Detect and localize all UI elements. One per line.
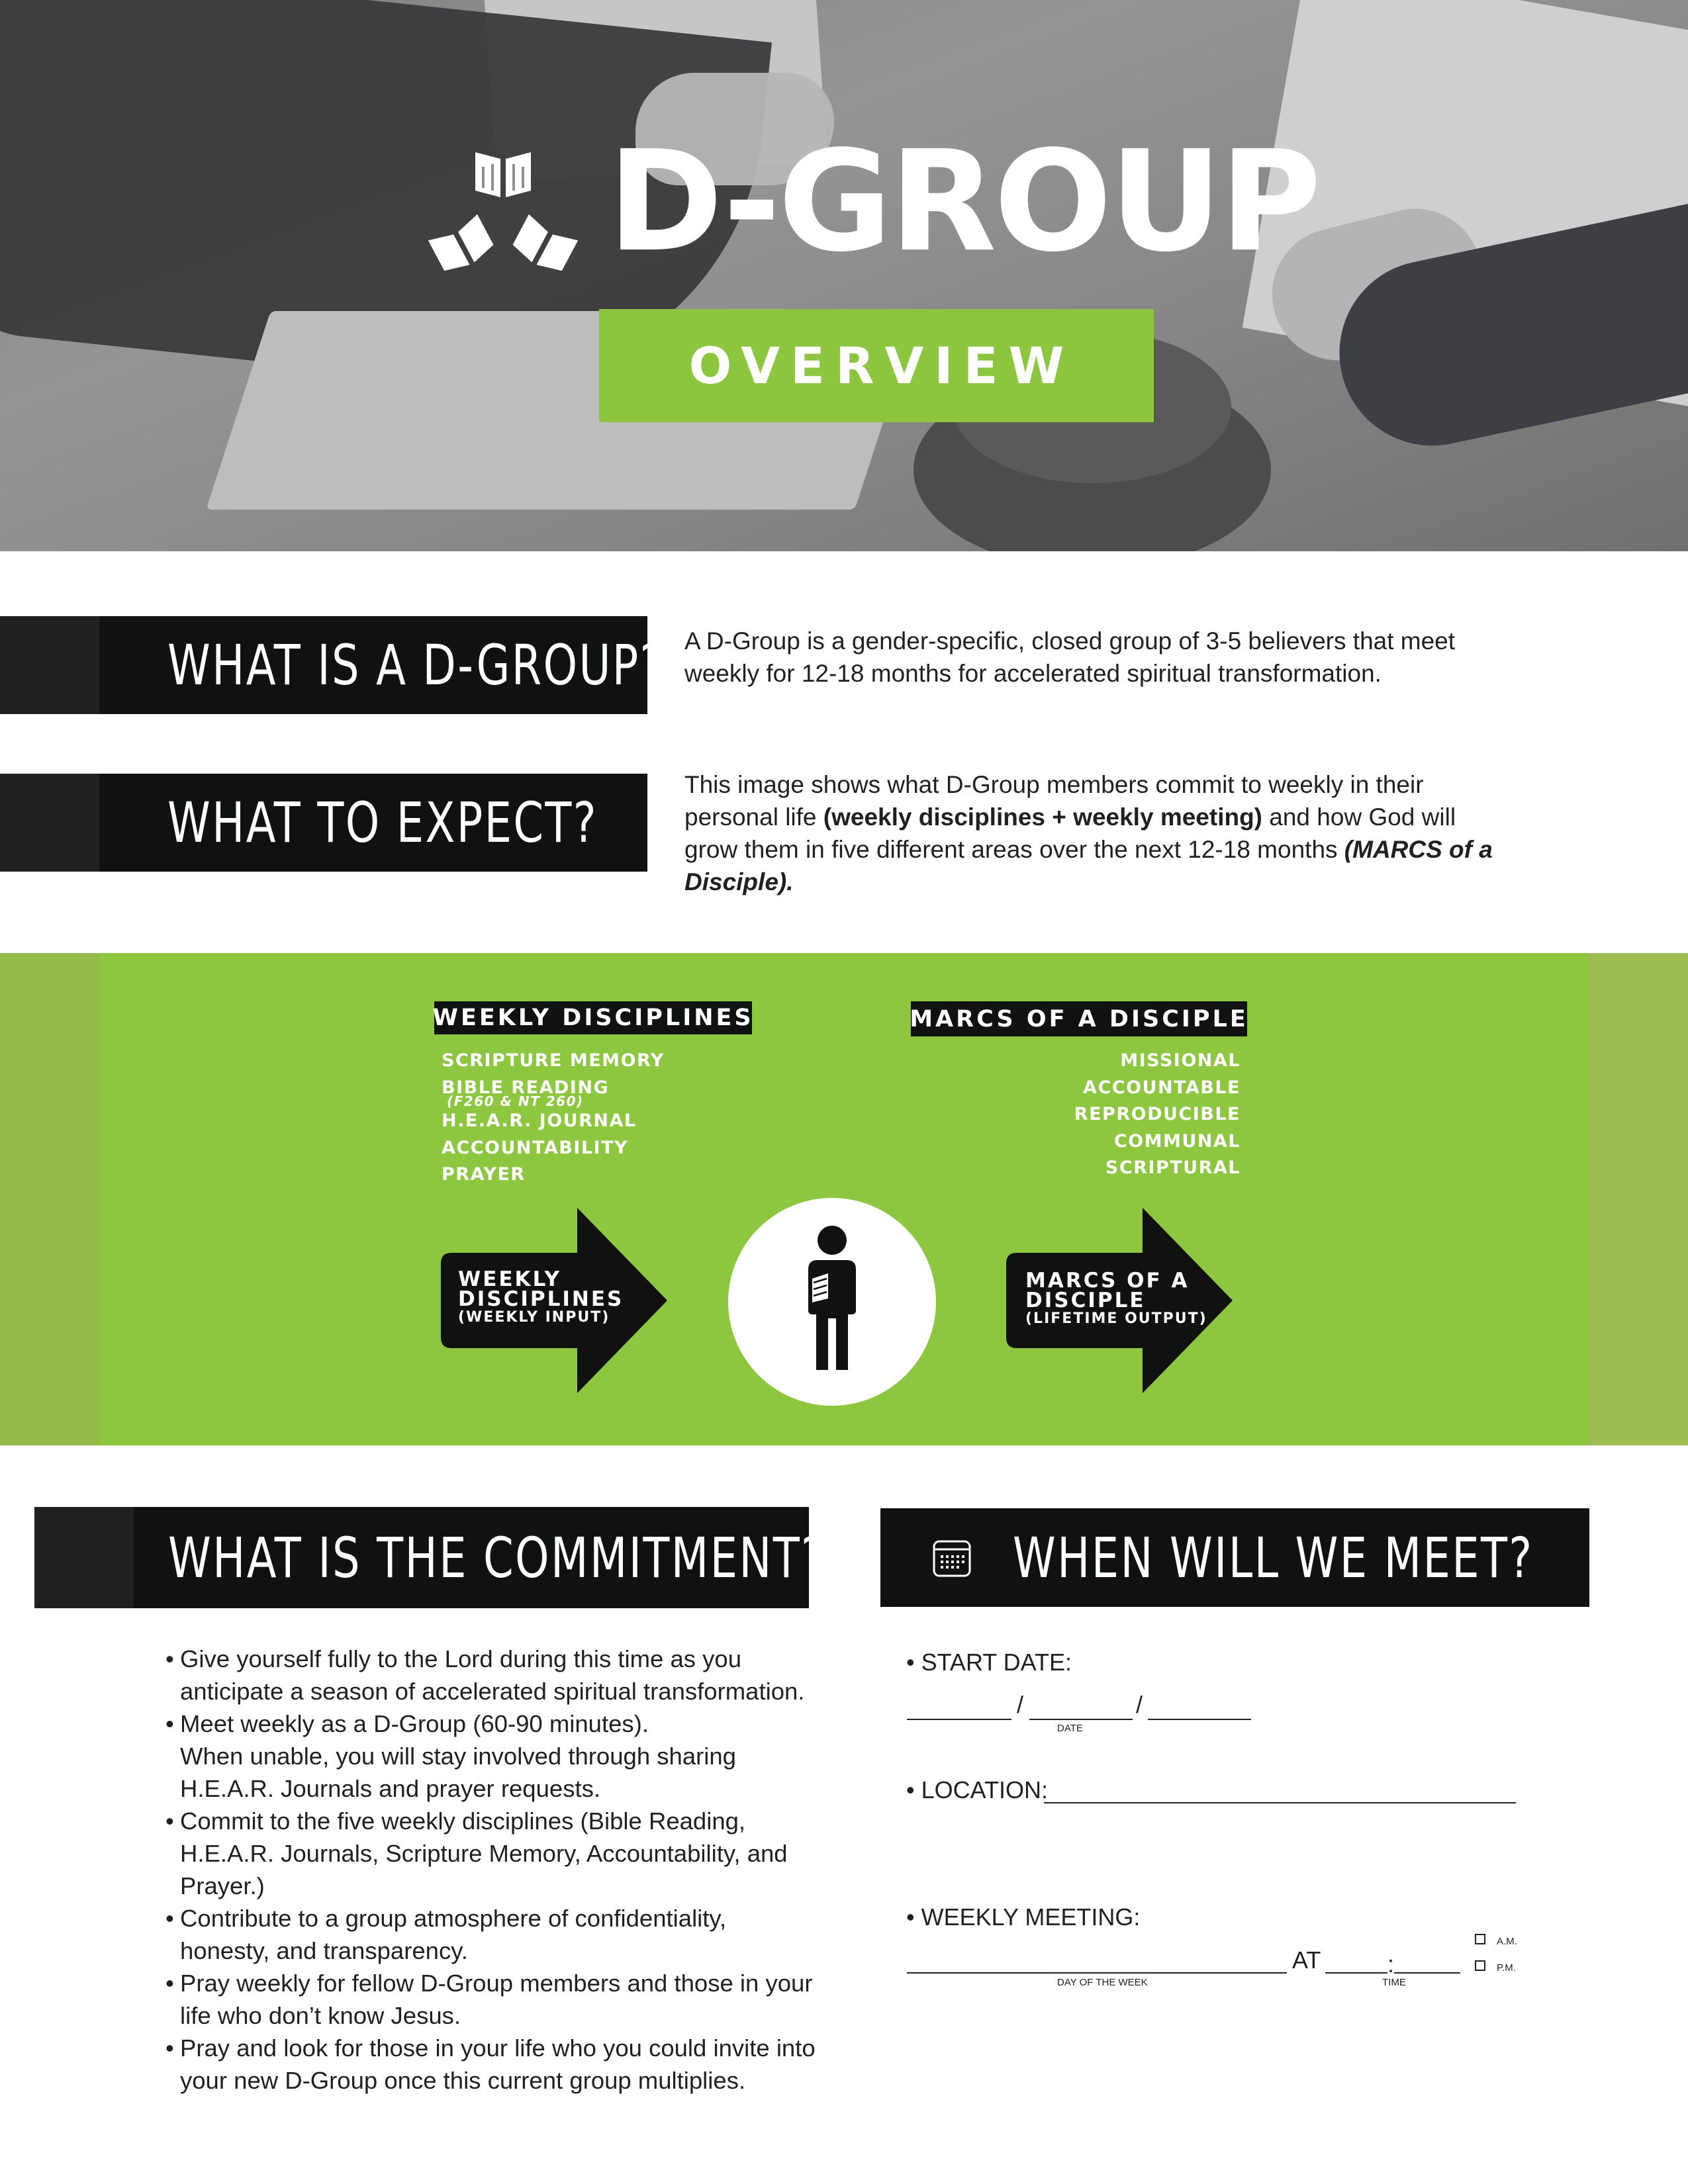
day-caption: DAY OF THE WEEK bbox=[1057, 1977, 1148, 1988]
arrow-label-line: DISCIPLINES bbox=[458, 1287, 624, 1311]
commitment-heading: WHAT IS THE COMMITMENT? bbox=[168, 1525, 826, 1590]
commitment-item bbox=[165, 2032, 827, 2097]
marcs-item: COMMUNAL bbox=[1113, 1130, 1241, 1152]
bullet-icon: • bbox=[165, 1905, 174, 1932]
what-is-description: A D-Group is a gender-specific, closed group of 3-5 believers that meet weekly for 12-18 months for accelerated spiritual transformation. bbox=[684, 627, 1456, 687]
arrow-label-caption: (LIFETIME OUTPUT) bbox=[1025, 1310, 1207, 1327]
commitment-item bbox=[165, 1805, 827, 1902]
commitment-item bbox=[165, 1643, 827, 1707]
arrow-label-line: WEEKLY bbox=[458, 1267, 561, 1291]
weekly-disciplines-list bbox=[442, 1048, 665, 1189]
what-is-heading-banner bbox=[0, 616, 665, 714]
arrow-label-caption: (WEEKLY INPUT) bbox=[458, 1309, 610, 1326]
marcs-item: MISSIONAL bbox=[1120, 1050, 1241, 1071]
what-to-expect-heading: WHAT TO EXPECT? bbox=[167, 790, 598, 855]
date-caption: DATE bbox=[1057, 1723, 1083, 1734]
bullet-icon: • bbox=[165, 2034, 174, 2062]
discipline-subnote: (F260 & NT 260) bbox=[447, 1093, 584, 1109]
expect-text-bold: (weekly disciplines + weekly meeting) bbox=[823, 803, 1262, 831]
commitment-text: Commit to the five weekly disciplines (Bible Reading, H.E.A.R. Journals, Scripture Memory, Accountability, and Prayer.) bbox=[180, 1807, 788, 1899]
commitment-text: Pray and look for those in your life who you could invite into your new D-Group once this current group multiplies. bbox=[180, 2034, 816, 2094]
bullet-icon: • bbox=[165, 1645, 174, 1672]
band-edge bbox=[0, 953, 99, 1445]
marcs-item: ACCOUNTABLE bbox=[1083, 1077, 1241, 1098]
marcs-of-a-disciple-tag: MARCS OF A DISCIPLE bbox=[911, 1001, 1247, 1036]
weekly-disciplines-tag: WEEKLY DISCIPLINES bbox=[434, 1001, 752, 1034]
commitment-text: Contribute to a group atmosphere of confidentiality, honesty, and transparency. bbox=[180, 1905, 727, 1964]
what-to-expect-description bbox=[684, 768, 1499, 898]
marcs-list bbox=[993, 1048, 1241, 1182]
date-separator: / bbox=[1017, 1691, 1024, 1718]
weekly-input-arrow-label bbox=[458, 1269, 624, 1326]
discipline-item: BIBLE READING bbox=[442, 1077, 610, 1098]
what-is-heading: WHAT IS A D-GROUP? bbox=[167, 633, 665, 698]
meeting-heading: WHEN WILL WE MEET? bbox=[1013, 1525, 1534, 1590]
time-colon: : bbox=[1387, 1950, 1395, 1978]
overview-label: OVERVIEW bbox=[688, 336, 1075, 395]
location-field[interactable] bbox=[1044, 1802, 1516, 1803]
person-holding-book-icon bbox=[799, 1226, 865, 1370]
lifetime-output-arrow-label bbox=[1025, 1271, 1207, 1328]
commitment-heading-banner bbox=[34, 1507, 826, 1608]
marcs-item: REPRODUCIBLE bbox=[1074, 1104, 1241, 1124]
marcs-item: SCRIPTURAL bbox=[1105, 1158, 1241, 1178]
bullet-icon: • bbox=[165, 1710, 174, 1737]
pm-checkbox[interactable] bbox=[1475, 1960, 1485, 1971]
commitment-text: Pray weekly for fellow D-Group members and those in your life who don’t know Jesus. bbox=[180, 1970, 813, 2029]
what-to-expect-heading-banner bbox=[0, 774, 647, 872]
page-title: D-GROUP bbox=[608, 120, 1319, 283]
commitment-item bbox=[165, 1707, 827, 1805]
am-checkbox[interactable] bbox=[1475, 1934, 1485, 1944]
start-date-day-field[interactable] bbox=[1029, 1719, 1133, 1720]
location-label: • LOCATION: bbox=[906, 1776, 1048, 1803]
commitment-list bbox=[165, 1643, 827, 2097]
arrow-label-line: DISCIPLE bbox=[1025, 1289, 1146, 1312]
start-date-label: • START DATE: bbox=[906, 1649, 1072, 1676]
commitment-text: Meet weekly as a D-Group (60-90 minutes). When unable, you will stay involved through sharing H.E.A.R. Journals and prayer requests. bbox=[180, 1710, 736, 1802]
discipline-item: ACCOUNTABILITY bbox=[442, 1137, 629, 1158]
commitment-text: Give yourself fully to the Lord during this time as you anticipate a season of accelerated spiritual transformation. bbox=[180, 1645, 805, 1705]
start-date-year-field[interactable] bbox=[1148, 1719, 1251, 1720]
date-separator: / bbox=[1136, 1691, 1143, 1718]
am-label: A.M. bbox=[1497, 1936, 1517, 1947]
bullet-icon: • bbox=[165, 1970, 174, 1997]
overview-badge bbox=[599, 309, 1154, 422]
pm-label: P.M. bbox=[1497, 1962, 1516, 1974]
arrow-label-line: MARCS OF A bbox=[1025, 1269, 1190, 1293]
time-caption: TIME bbox=[1382, 1977, 1406, 1988]
hero-photo bbox=[0, 0, 1688, 551]
discipline-item: PRAYER bbox=[442, 1164, 526, 1185]
expect-text: and how God will grow them in five different areas over the next 12-18 months bbox=[684, 803, 1456, 863]
time-minute-field[interactable] bbox=[1394, 1972, 1460, 1974]
at-label: AT bbox=[1292, 1946, 1321, 1974]
weekly-meeting-label: • WEEKLY MEETING: bbox=[906, 1903, 1141, 1931]
start-date-month-field[interactable] bbox=[907, 1719, 1011, 1720]
band-edge bbox=[1589, 953, 1688, 1445]
meeting-heading-banner bbox=[880, 1508, 1589, 1607]
three-books-logo-icon bbox=[424, 147, 583, 279]
calendar-icon bbox=[932, 1537, 972, 1578]
bullet-icon: • bbox=[165, 1807, 174, 1835]
expect-text: This image shows what D-Group members commit to weekly in their personal life bbox=[684, 771, 1424, 831]
commitment-item bbox=[165, 1902, 827, 1967]
day-of-week-field[interactable] bbox=[907, 1972, 1287, 1974]
commitment-item bbox=[165, 1967, 827, 2032]
discipline-item: SCRIPTURE MEMORY bbox=[442, 1050, 665, 1071]
time-hour-field[interactable] bbox=[1325, 1972, 1387, 1974]
discipline-item: H.E.A.R. JOURNAL bbox=[442, 1111, 637, 1131]
expect-text-marcs: (MARCS of a Disciple). bbox=[684, 836, 1493, 895]
